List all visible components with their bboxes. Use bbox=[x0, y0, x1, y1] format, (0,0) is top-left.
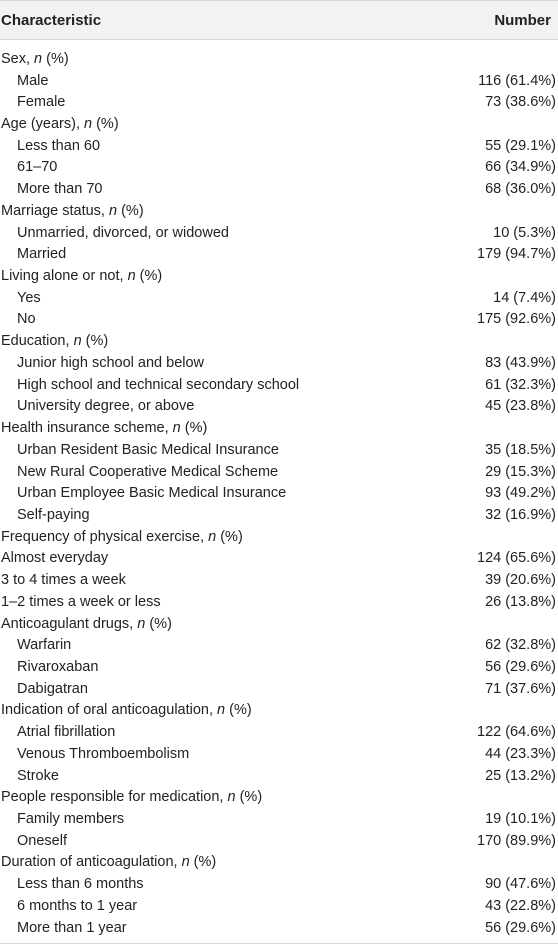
row-label: Almost everyday bbox=[1, 550, 109, 567]
table-row bbox=[0, 678, 558, 700]
table-row bbox=[0, 743, 558, 765]
row-label: Living alone or not, n (%) bbox=[1, 268, 163, 285]
row-label: Atrial fibrillation bbox=[17, 724, 116, 741]
row-label: Frequency of physical exercise, n (%) bbox=[1, 528, 243, 545]
header-number: Number bbox=[494, 11, 551, 29]
row-label: Rivaroxaban bbox=[17, 658, 99, 675]
row-label: Dabigatran bbox=[17, 680, 88, 697]
row-label: Sex, n (%) bbox=[1, 50, 69, 67]
row-label: Venous Thromboembolism bbox=[17, 745, 190, 762]
table-row bbox=[0, 265, 558, 287]
row-value: 122 (64.6%) bbox=[477, 724, 556, 741]
row-value: 116 (61.4%) bbox=[478, 72, 556, 89]
row-value: 93 (49.2%) bbox=[485, 485, 556, 502]
row-value: 124 (65.6%) bbox=[477, 550, 556, 567]
row-label: Indication of oral anticoagulation, n (%) bbox=[1, 702, 252, 719]
row-value: 71 (37.6%) bbox=[485, 680, 556, 697]
row-label: Male bbox=[17, 72, 49, 89]
row-value: 45 (23.8%) bbox=[485, 398, 556, 415]
table-row bbox=[0, 48, 558, 70]
row-label: Urban Employee Basic Medical Insurance bbox=[17, 485, 287, 502]
table-row bbox=[0, 330, 558, 352]
table-row bbox=[0, 222, 558, 244]
row-label: 3 to 4 times a week bbox=[1, 572, 126, 589]
table-row bbox=[0, 569, 558, 591]
row-label: More than 1 year bbox=[17, 919, 127, 936]
table-row bbox=[0, 852, 558, 874]
table-row bbox=[0, 417, 558, 439]
row-label: University degree, or above bbox=[17, 398, 195, 415]
table-row bbox=[0, 700, 558, 722]
row-value: 35 (18.5%) bbox=[485, 441, 556, 458]
row-value: 73 (38.6%) bbox=[485, 94, 556, 111]
row-value: 90 (47.6%) bbox=[485, 876, 556, 893]
table-row bbox=[0, 352, 558, 374]
row-value: 43 (22.8%) bbox=[485, 897, 556, 914]
row-value: 29 (15.3%) bbox=[485, 463, 556, 480]
table-row bbox=[0, 135, 558, 157]
row-label: Anticoagulant drugs, n (%) bbox=[1, 615, 172, 632]
row-value: 25 (13.2%) bbox=[485, 767, 556, 784]
row-value: 170 (89.9%) bbox=[477, 832, 556, 849]
row-label: High school and technical secondary school bbox=[17, 376, 300, 393]
row-label: Stroke bbox=[17, 767, 59, 784]
table-row bbox=[0, 461, 558, 483]
table-row bbox=[0, 200, 558, 222]
table-row bbox=[0, 786, 558, 808]
row-label: Unmarried, divorced, or widowed bbox=[17, 224, 229, 241]
row-value: 66 (34.9%) bbox=[485, 159, 556, 176]
row-label: Health insurance scheme, n (%) bbox=[1, 420, 208, 437]
row-value: 19 (10.1%) bbox=[485, 811, 556, 828]
row-value: 32 (16.9%) bbox=[485, 506, 556, 523]
table-row bbox=[0, 917, 558, 939]
row-label: Less than 60 bbox=[17, 137, 101, 154]
row-label: Self-paying bbox=[17, 506, 90, 523]
table-row bbox=[0, 482, 558, 504]
row-label: New Rural Cooperative Medical Scheme bbox=[17, 463, 279, 480]
row-value: 175 (92.6%) bbox=[477, 311, 556, 328]
row-label: 61–70 bbox=[17, 159, 58, 176]
row-value: 179 (94.7%) bbox=[477, 246, 556, 263]
row-label: Female bbox=[17, 94, 66, 111]
row-label: No bbox=[17, 311, 36, 328]
table-row bbox=[0, 504, 558, 526]
table-row bbox=[0, 634, 558, 656]
row-label: People responsible for medication, n (%) bbox=[1, 789, 263, 806]
table-row bbox=[0, 830, 558, 852]
row-label: Yes bbox=[17, 289, 41, 306]
row-value: 14 (7.4%) bbox=[493, 289, 556, 306]
row-value: 26 (13.8%) bbox=[485, 593, 556, 610]
table-header bbox=[0, 0, 558, 40]
table-row bbox=[0, 591, 558, 613]
row-label: Age (years), n (%) bbox=[1, 116, 119, 133]
row-label: 6 months to 1 year bbox=[17, 897, 138, 914]
table-row bbox=[0, 178, 558, 200]
row-label: Education, n (%) bbox=[1, 333, 109, 350]
table-row bbox=[0, 243, 558, 265]
table-row bbox=[0, 765, 558, 787]
row-value: 56 (29.6%) bbox=[485, 919, 556, 936]
row-label: Family members bbox=[17, 811, 125, 828]
row-value: 61 (32.3%) bbox=[485, 376, 556, 393]
header-characteristic: Characteristic bbox=[1, 11, 102, 29]
row-label: Married bbox=[17, 246, 67, 263]
table-row bbox=[0, 113, 558, 135]
table-row bbox=[0, 548, 558, 570]
table-row bbox=[0, 873, 558, 895]
table-row bbox=[0, 374, 558, 396]
row-value: 68 (36.0%) bbox=[485, 181, 556, 198]
table-bottom-rule bbox=[0, 943, 558, 944]
table-row bbox=[0, 157, 558, 179]
row-label: Less than 6 months bbox=[17, 876, 144, 893]
table-row bbox=[0, 396, 558, 418]
table-row bbox=[0, 526, 558, 548]
row-label: Junior high school and below bbox=[17, 354, 205, 371]
table-row bbox=[0, 895, 558, 917]
row-value: 55 (29.1%) bbox=[485, 137, 556, 154]
table-row bbox=[0, 91, 558, 113]
row-label: Marriage status, n (%) bbox=[1, 202, 144, 219]
row-value: 62 (32.8%) bbox=[485, 637, 556, 654]
table-row bbox=[0, 70, 558, 92]
table-body bbox=[0, 40, 558, 938]
row-value: 56 (29.6%) bbox=[485, 658, 556, 675]
row-value: 10 (5.3%) bbox=[493, 224, 556, 241]
table-row bbox=[0, 309, 558, 331]
row-label: More than 70 bbox=[17, 181, 103, 198]
table-row bbox=[0, 439, 558, 461]
table-row bbox=[0, 721, 558, 743]
table-row bbox=[0, 287, 558, 309]
row-label: Urban Resident Basic Medical Insurance bbox=[17, 441, 279, 458]
row-label: 1–2 times a week or less bbox=[1, 593, 161, 610]
row-value: 83 (43.9%) bbox=[485, 354, 556, 371]
row-label: Duration of anticoagulation, n (%) bbox=[1, 854, 217, 871]
row-label: Warfarin bbox=[17, 637, 72, 654]
table-row bbox=[0, 656, 558, 678]
row-label: Oneself bbox=[17, 832, 67, 849]
row-value: 44 (23.3%) bbox=[485, 745, 556, 762]
table-row bbox=[0, 613, 558, 635]
table-row bbox=[0, 808, 558, 830]
row-value: 39 (20.6%) bbox=[485, 572, 556, 589]
